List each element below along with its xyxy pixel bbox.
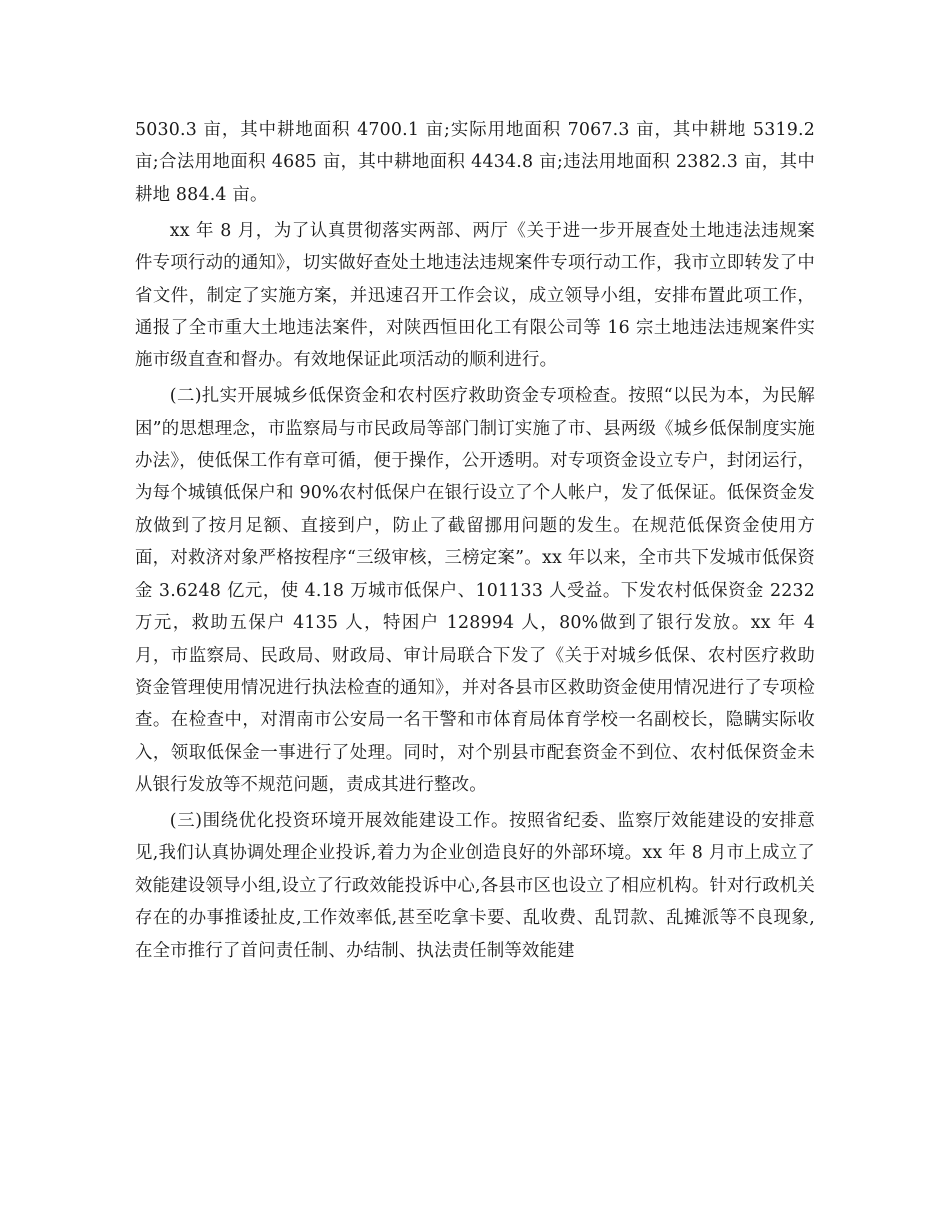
paragraph-land-area-figures: 5030.3 亩，其中耕地面积 4700.1 亩;实际用地面积 7067.3 亩，其中耕地 5319.2 亩;合法用地面积 4685 亩，其中耕地面积 4434.8 亩;违法用地面积 2382.3 亩，其中耕地 884.4 亩。 [135,120,815,205]
paragraph-efficiency-construction: (三)围绕优化投资环境开展效能建设工作。按照省纪委、监察厅效能建设的安排意见,我们认真协调处理企业投诉,着力为企业创造良好的外部环境。xx 年 8 月市上成立了效能建设领导小组,设立了行政效能投诉中心,各县市区也设立了相应机构。针对行政机关存在的办事推诿扯皮,工作效率低,甚至吃拿卡要、乱收费、乱罚款、乱摊派等不良现象,在全市推行了首问责任制、办结制、执法责任制等效能建 [135,811,815,961]
paragraph-low-income-subsidy-inspection: (二)扎实开展城乡低保资金和农村医疗救助资金专项检查。按照“以民为本，为民解困”的思想理念，市监察局与市民政局等部门制订实施了市、县两级《城乡低保制度实施办法》，使低保工作有章可循，便于操作，公开透明。对专项资金设立专户，封闭运行，为每个城镇低保户和 90%农村低保户在银行设立了个人帐户，发了低保证。低保资金发放做到了按月足额、直接到户，防止了截留挪用问题的发生。在规范低保资金使用方面，对救济对象严格按程序“三级审核，三榜定案”。xx 年以来，全市共下发城市低保资金 3.6248 亿元，使 4.18 万城市低保户、101133 人受益。下发农村低保资金 2232 万元，救助五保户 4135 人，特困户 128994 人，80%做到了银行发放。xx 年 4 月，市监察局、民政局、财政局、审计局联合下发了《关于对城乡低保、农村医疗救助资金管理使用情况进行执法检查的通知》，并对各县市区救助资金使用情况进行了专项检查。在检查中，对渭南市公安局一名干警和市体育局体育学校一名副校长，隐瞒实际收入，领取低保金一事进行了处理。同时，对个别县市配套资金不到位、农村低保资金未从银行发放等不规范问题，责成其进行整改。 [135,386,815,796]
paragraph-land-violation-campaign: xx 年 8 月，为了认真贯彻落实两部、两厅《关于进一步开展查处土地违法违规案件专项行动的通知》，切实做好查处土地违法违规案件专项行动工作，我市立即转发了中省文件，制定了实施方案，并迅速召开工作会议，成立领导小组，安排布置此项工作，通报了全市重大土地违法案件，对陕西恒田化工有限公司等 16 宗土地违法违规案件实施市级直查和督办。有效地保证此项活动的顺利进行。 [135,220,815,371]
document-body [135,114,815,967]
